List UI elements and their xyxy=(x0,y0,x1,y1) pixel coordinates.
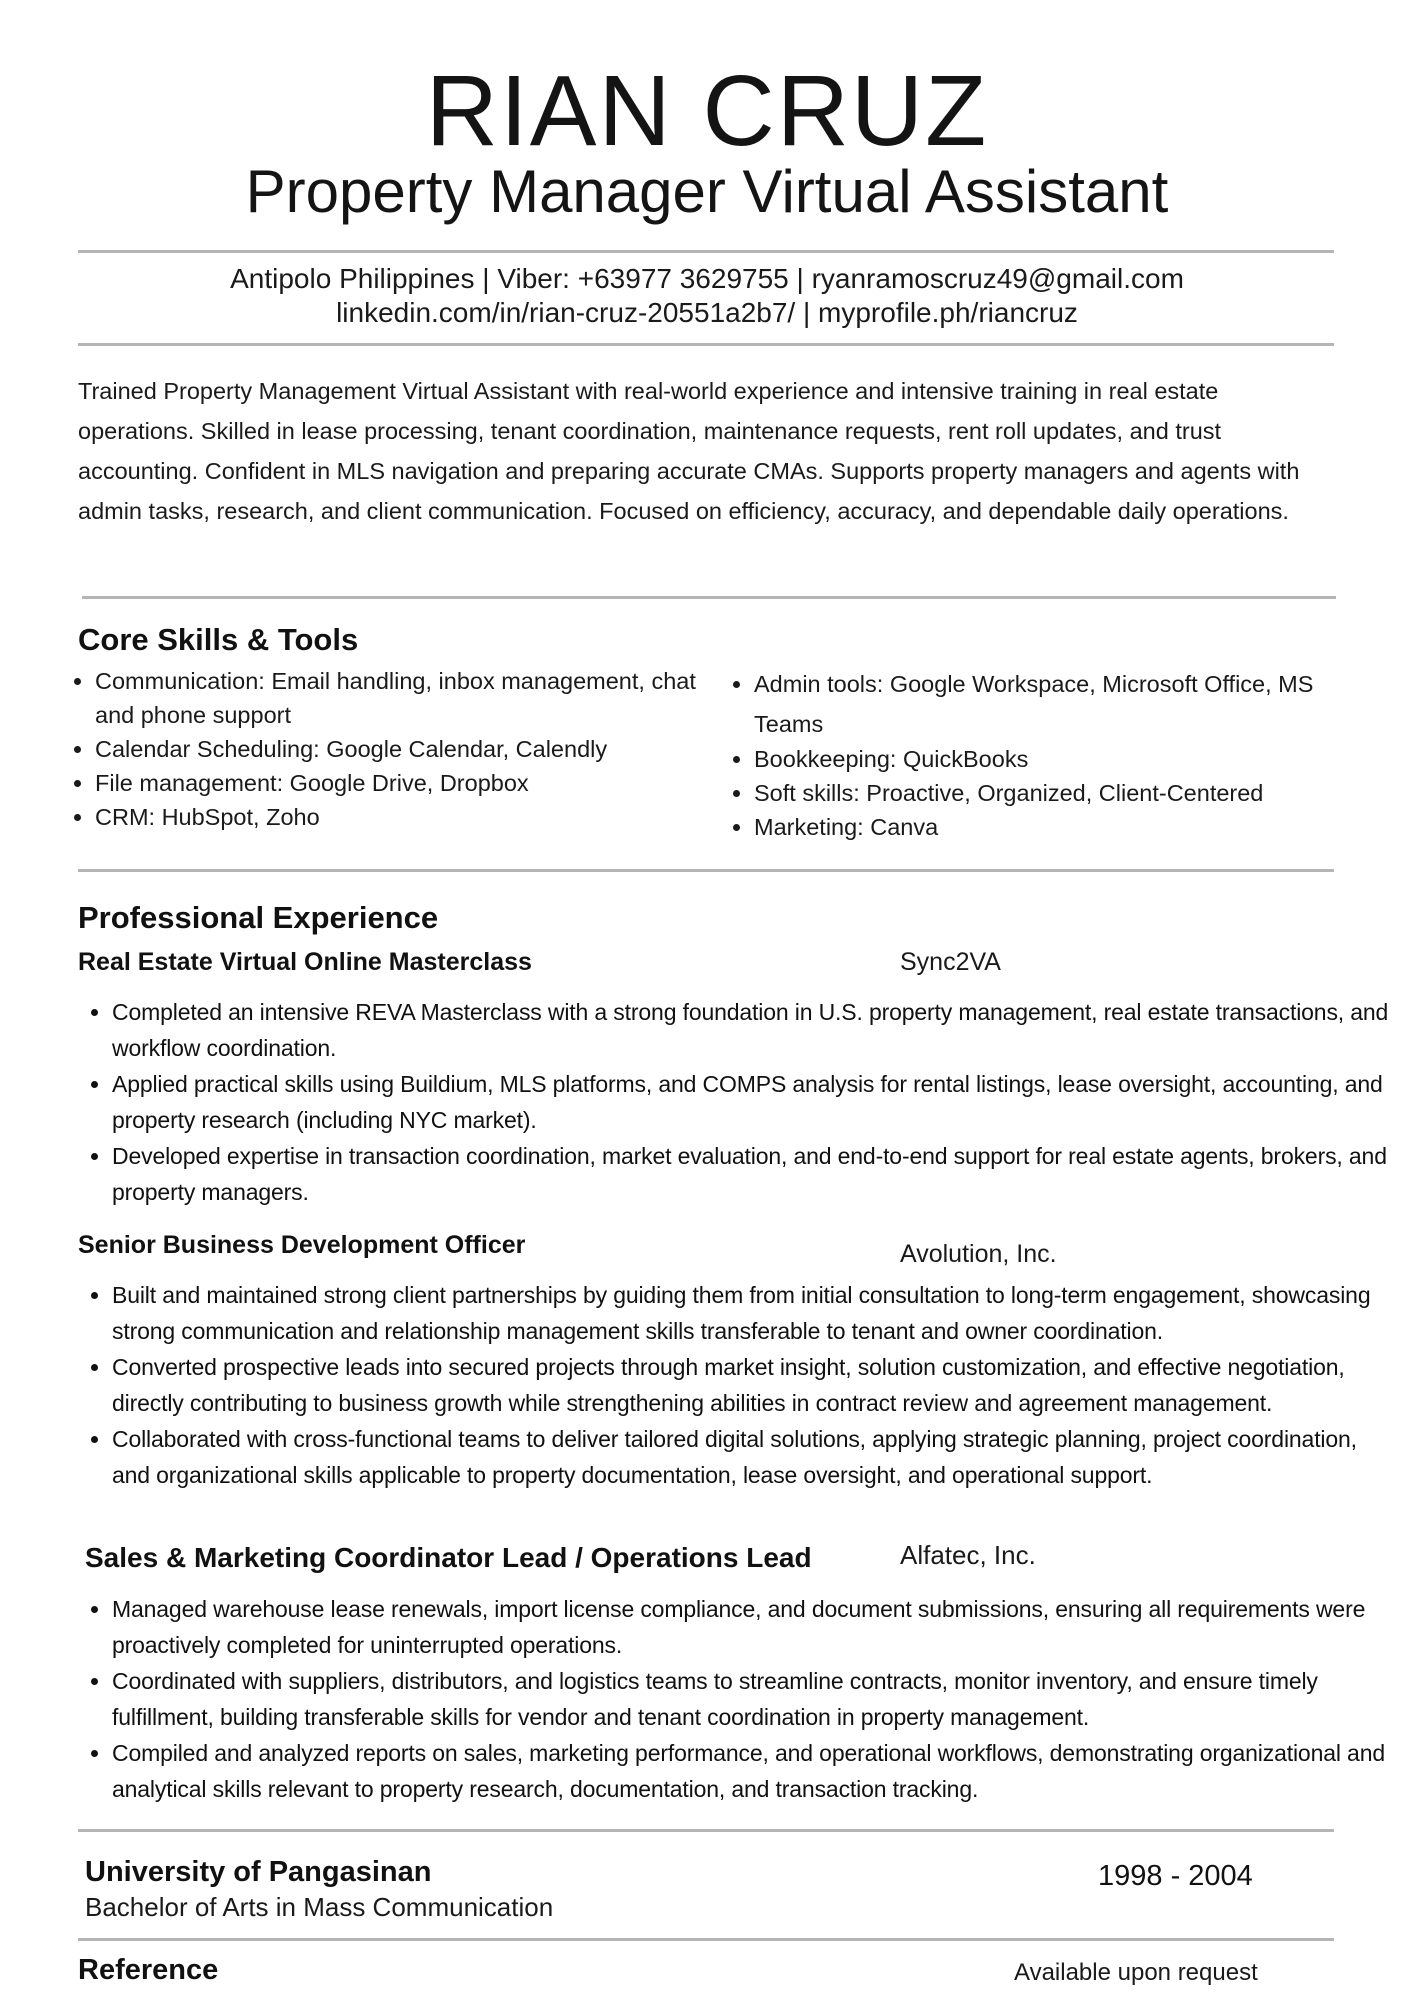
skill-item: • Soft skills: Proactive, Organized, Client-Centered xyxy=(754,776,1354,810)
divider xyxy=(78,343,1334,346)
job-title: Real Estate Virtual Online Masterclass xyxy=(78,948,532,976)
skills-heading: Core Skills & Tools xyxy=(78,622,359,657)
skill-item: • Marketing: Canva xyxy=(754,810,1354,844)
skills-list-right xyxy=(737,664,1354,844)
company-name: Avolution, Inc. xyxy=(900,1240,1057,1268)
contact-line-1: Antipolo Philippines | Viber: +63977 3629755 | ryanramoscruz49@gmail.com xyxy=(230,263,1184,294)
job-role-title: Property Manager Virtual Assistant xyxy=(245,158,1169,225)
list-item: • Built and maintained strong client partnerships by guiding them from initial consultation to long-term engagement, showcasing strong communication and relationship management skills transferable to tenant and owner coordination. xyxy=(112,1277,1392,1349)
candidate-name: RIAN CRUZ xyxy=(425,55,989,167)
skill-item: • Bookkeeping: QuickBooks xyxy=(754,742,1354,776)
list-item: • Converted prospective leads into secured projects through market insight, solution customization, and effective negotiation, directly contributing to business growth while strengthening abilities in contract review and agreement management. xyxy=(112,1349,1392,1421)
list-item: • Applied practical skills using Buildium, MLS platforms, and COMPS analysis for rental listings, lease oversight, accounting, and property research (including NYC market). xyxy=(112,1066,1392,1138)
list-item: • Developed expertise in transaction coordination, market evaluation, and end-to-end support for real estate agents, brokers, and property managers. xyxy=(112,1138,1392,1210)
job-bullets xyxy=(78,994,1392,1210)
contact-line-2: linkedin.com/in/rian-cruz-20551a2b7/ | myprofile.ph/riancruz xyxy=(336,297,1078,328)
education-years: 1998 - 2004 xyxy=(1098,1860,1253,1892)
company-name: Sync2VA xyxy=(900,948,1001,976)
divider xyxy=(78,250,1334,253)
list-item: • Coordinated with suppliers, distributors, and logistics teams to streamline contracts, monitor inventory, and ensure timely fulfillment, building transferable skills for vendor and tenant coordination in property management. xyxy=(112,1663,1392,1735)
divider xyxy=(78,869,1334,872)
skill-item: • Calendar Scheduling: Google Calendar, Calendly xyxy=(95,732,715,766)
job-title: Senior Business Development Officer xyxy=(78,1231,526,1259)
company-name: Alfatec, Inc. xyxy=(900,1540,1036,1570)
reference-value: Available upon request xyxy=(1014,1959,1258,1986)
list-item: • Compiled and analyzed reports on sales, marketing performance, and operational workflows, demonstrating organizational and analytical skills relevant to property research, documentation, and transaction tracking. xyxy=(112,1735,1392,1807)
list-item: • Managed warehouse lease renewals, import license compliance, and document submissions, ensuring all requirements were proactively completed for uninterrupted operations. xyxy=(112,1591,1392,1663)
skills-list-left xyxy=(78,664,715,834)
list-item: • Completed an intensive REVA Masterclass with a strong foundation in U.S. property management, real estate transactions, and workflow coordination. xyxy=(112,994,1392,1066)
skill-item: • Communication: Email handling, inbox management, chat and phone support xyxy=(95,664,715,732)
divider xyxy=(78,1938,1334,1941)
skill-item: • Admin tools: Google Workspace, Microsoft Office, MS Teams xyxy=(754,664,1354,744)
education-degree: Bachelor of Arts in Mass Communication xyxy=(85,1892,554,1922)
list-item: • Collaborated with cross-functional teams to deliver tailored digital solutions, applying strategic planning, project coordination, and organizational skills applicable to property documentation, lease oversight, and operational support. xyxy=(112,1421,1392,1493)
job-title: Sales & Marketing Coordinator Lead / Operations Lead xyxy=(85,1542,812,1573)
divider xyxy=(82,596,1336,599)
skill-item: • File management: Google Drive, Dropbox xyxy=(95,766,715,800)
education-school: University of Pangasinan xyxy=(85,1856,432,1888)
skill-item: • CRM: HubSpot, Zoho xyxy=(95,800,715,834)
job-bullets xyxy=(78,1591,1392,1807)
job-bullets xyxy=(78,1277,1392,1493)
experience-heading: Professional Experience xyxy=(78,900,439,935)
divider xyxy=(78,1829,1334,1832)
professional-summary: Trained Property Management Virtual Assistant with real-world experience and intensive training in real estate operations. Skilled in lease processing, tenant coordination, maintenance requests, rent roll updates, and trust accounting. Confident in MLS navigation and preparing accurate CMAs. Supports property managers and agents with admin tasks, research, and client communication. Focused on efficiency, accuracy, and dependable daily operations. xyxy=(78,378,1300,524)
reference-heading: Reference xyxy=(78,1954,219,1986)
